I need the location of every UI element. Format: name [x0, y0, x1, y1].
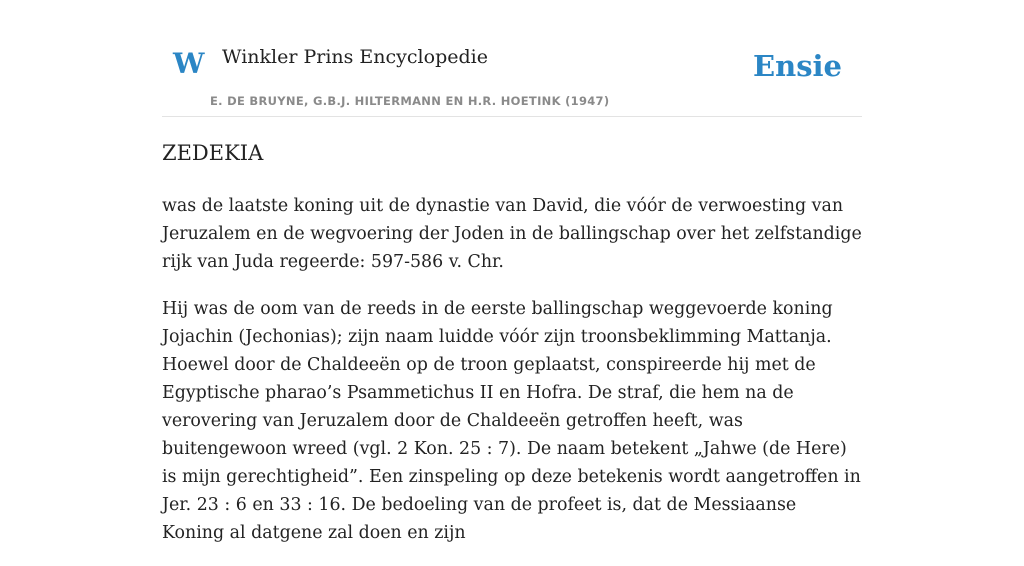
brand-logo-link[interactable]: Ensie	[753, 49, 842, 83]
publication-authors: E. DE BRUYNE, G.B.J. HILTERMANN EN H.R. HOETINK (1947)	[210, 94, 610, 108]
publication-title[interactable]: Winkler Prins Encyclopedie	[222, 46, 488, 68]
site-header	[162, 0, 862, 117]
article-title: ZEDEKIA	[162, 141, 264, 165]
publication-logo-icon[interactable]: W	[173, 47, 205, 80]
article-paragraph: Hij was de oom van de reeds in de eerste ballingschap weggevoerde koning Jojachin (Jechonias); zijn naam luidde vóór zijn troonsbeklimming Mattanja. Hoewel door de Chaldeeën op de troon geplaatst, conspireerde hij met de Egyptische pharao’s Psammetichus II en Hofra. De straf, die hem na de verovering van Jeruzalem door de Chaldeeën getroffen heeft, was buitengewoon wreed (vgl. 2 Kon. 25 : 7). De naam betekent „Jahwe (de Here) is mijn gerechtigheid”. Een zinspeling op deze betekenis wordt aangetroffen in Jer. 23 : 6 en 33 : 16. De bedoeling van de profeet is, dat de Messiaanse Koning al datgene zal doen en zijn	[162, 299, 861, 543]
article-paragraph: was de laatste koning uit de dynastie van David, die vóór de verwoesting van Jeruzalem en de wegvoering der Joden in de ballingschap over het zelfstandige rijk van Juda regeerde: 597-586 v. Chr.	[162, 196, 862, 272]
article-body	[162, 192, 862, 566]
